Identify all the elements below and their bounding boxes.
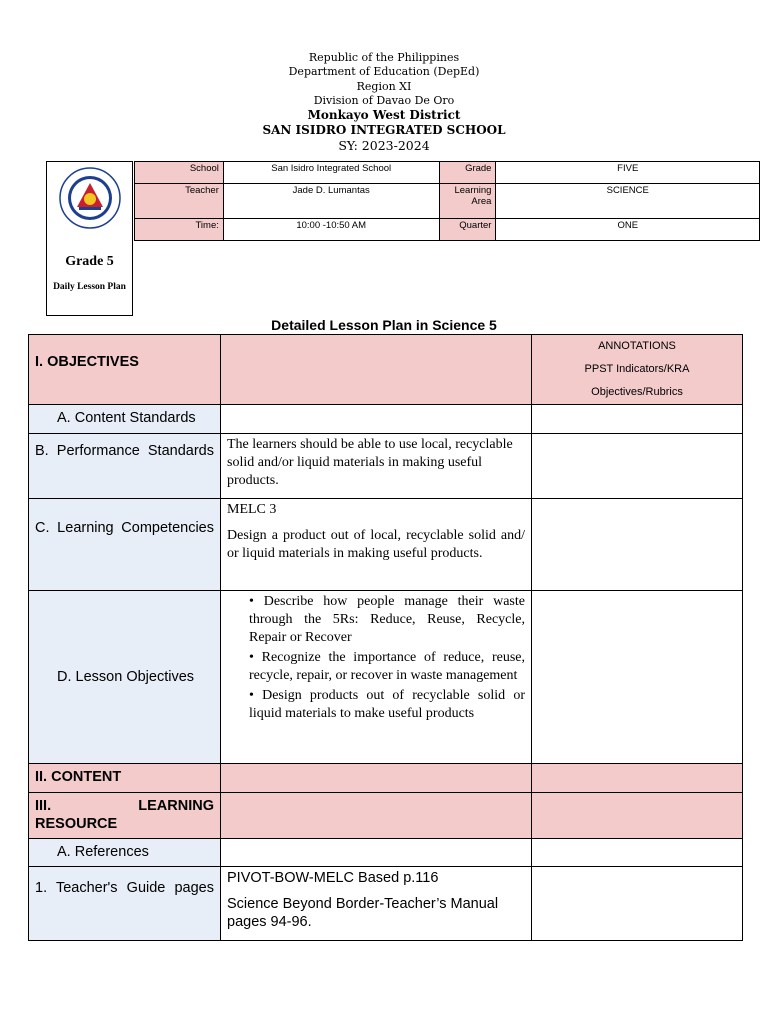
learning-resource-heading: III. LEARNING RESOURCE [35, 798, 214, 832]
teachers-guide-label [29, 867, 220, 901]
objective-item: • Recognize the importance of reduce, reuse, recycle, repair, or recover in waste management [249, 650, 525, 683]
time-value: 10:00 -10:50 AM [223, 219, 439, 241]
learning-area-value: SCIENCE [496, 184, 760, 219]
lesson-plan-table [28, 334, 743, 941]
school-value: San Isidro Integrated School [223, 162, 439, 184]
content-standards-label: A. Content Standards [57, 410, 196, 426]
lesson-objectives-label: D. Lesson Objectives [57, 669, 195, 685]
competency-text: Design a product out of local, recyclable solid and/ or liquid materials in making useful products. [227, 528, 525, 561]
header-line: Region XI [356, 79, 412, 93]
info-table [134, 161, 760, 241]
learning-competencies-text: C. Learning Competencies [35, 520, 214, 536]
teachers-guide-text: 1. Teacher's Guide pages [35, 880, 214, 896]
quarter-value: ONE [496, 219, 760, 241]
grade-label: Grade 5 [65, 254, 114, 269]
deped-seal-icon [59, 167, 121, 229]
district-name: Monkayo West District [307, 108, 461, 123]
content-heading: II. CONTENT [35, 769, 122, 785]
ppst-label: PPST Indicators/KRA [584, 363, 690, 375]
header-line: Division of Davao De Oro [313, 93, 455, 107]
teachers-guide-ref: PIVOT-BOW-MELC Based p.116 [227, 870, 439, 886]
logo-box [46, 161, 133, 316]
teacher-label: Teacher [135, 184, 224, 219]
school-name: SAN ISIDRO INTEGRATED SCHOOL [262, 123, 506, 138]
time-label: Time: [135, 219, 224, 241]
objectives-heading: I. OBJECTIVES [35, 354, 139, 370]
quarter-label: Quarter [439, 219, 496, 241]
daily-lesson-plan-label: Daily Lesson Plan [53, 282, 126, 292]
header-line: Republic of the Philippines [308, 51, 460, 64]
performance-standards-text: The learners should be able to use local, recyclable solid and/or liquid materials in making useful products. [227, 437, 513, 488]
annotations-heading: ANNOTATIONS [598, 340, 676, 352]
rubrics-label: Objectives/Rubrics [591, 386, 683, 398]
header-line: Department of Education (DepEd) [288, 65, 480, 79]
objective-item: • Describe how people manage their waste through the 5Rs: Reduce, Reuse, Recycle, Repair or Recover [249, 594, 525, 645]
learning-area-label: Learning Area [439, 184, 496, 219]
references-label: A. References [57, 844, 149, 860]
teachers-guide-ref: Science Beyond Border-Teacher’s Manual pages 94-96. [227, 896, 499, 930]
melc-label: MELC 3 [227, 502, 277, 517]
school-label: School [135, 162, 224, 184]
objective-item: • Design products out of recyclable solid or liquid materials to make useful products [249, 688, 525, 721]
school-year: SY: 2023-2024 [338, 138, 430, 154]
grade-value: FIVE [496, 162, 760, 184]
learning-competencies-label [29, 499, 220, 541]
document-header [0, 51, 768, 153]
grade-label: Grade [439, 162, 496, 184]
performance-standards-label: B. Performance Standards [35, 443, 214, 459]
lesson-plan-title: Detailed Lesson Plan in Science 5 [271, 317, 497, 333]
teacher-value: Jade D. Lumantas [223, 184, 439, 219]
